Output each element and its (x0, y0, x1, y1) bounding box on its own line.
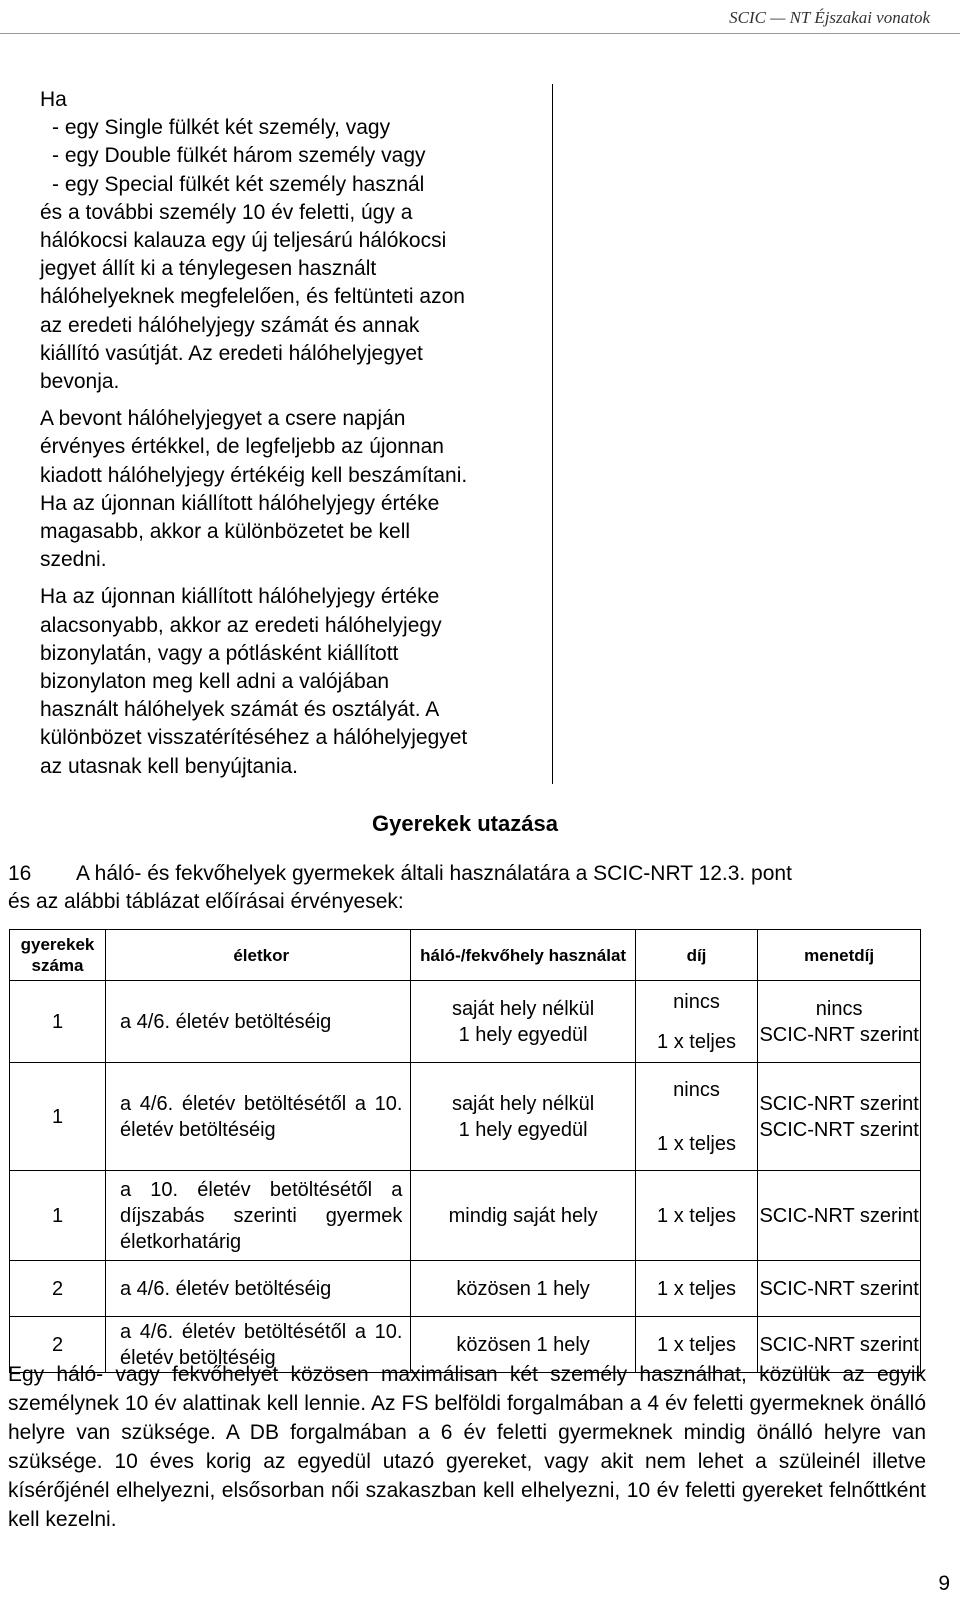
table-row (10, 1171, 921, 1261)
table-header-row (10, 930, 921, 981)
text-line: magasabb, akkor a különbözetet be kell (40, 520, 411, 544)
paragraph-16 (8, 860, 930, 916)
text-line: Ha az újonnan kiállított hálóhelyjegy értéke (40, 491, 440, 515)
table-row (10, 1261, 921, 1317)
fare-line: SCIC-NRT szerint (759, 1118, 919, 1141)
text-line: az utasnak kell benyújtania. (40, 754, 298, 778)
header-count: gyerekek száma (10, 930, 106, 981)
fee-line: 1 x teljes (657, 1030, 736, 1053)
text-line: szedni. (40, 548, 107, 572)
fee-line: 1 x teljes (657, 1132, 736, 1155)
header-usage: háló-/fekvőhely használat (411, 930, 635, 981)
usage-line: 1 hely egyedül (458, 1023, 588, 1046)
fare-line: SCIC-NRT szerint (759, 1092, 919, 1115)
change-bar (552, 84, 553, 784)
text-line: kiállító vasútját. Az eredeti hálóhelyjegyet (40, 341, 423, 365)
cell-fare: SCIC-NRT szerint (758, 1317, 921, 1373)
text-line: és a további személy 10 év feletti, úgy a (40, 200, 413, 224)
cell-fare (758, 981, 921, 1063)
cell-fare: SCIC-NRT szerint (758, 1261, 921, 1317)
cell-usage: közösen 1 hely (411, 1317, 635, 1373)
text-line: használt hálóhelyek számát és osztályát. A (40, 698, 440, 722)
text-line: hálóhelyeknek megfelelően, és feltünteti azon (40, 285, 465, 309)
cell-usage: közösen 1 hely (411, 1261, 635, 1317)
usage-line: saját hely nélkül (451, 1092, 595, 1115)
usage-line: 1 hely egyedül (458, 1118, 588, 1141)
text-line: alacsonyabb, akkor az eredeti hálóhelyjegy (40, 613, 442, 637)
fare-line: nincs (815, 997, 863, 1020)
table-row (10, 1063, 921, 1171)
section-heading: Gyerekek utazása (372, 811, 558, 836)
cell-fee (635, 981, 757, 1063)
running-header: SCIC — NT Éjszakai vonatok (729, 8, 930, 27)
fare-line: SCIC-NRT szerint (759, 1023, 919, 1046)
cell-count: 2 (10, 1317, 106, 1373)
cell-fee (635, 1063, 757, 1171)
text-line: bizonylatán, vagy a pótlásként kiállított (40, 641, 399, 665)
fee-line: nincs (673, 1078, 720, 1101)
cell-age: a 4/6. életév betöltéséig (106, 981, 411, 1063)
cell-count: 1 (10, 981, 106, 1063)
header-fare: menetdíj (758, 930, 921, 981)
text-line: bevonja. (40, 370, 120, 394)
text-line: A bevont hálóhelyjegyet a csere napján (40, 407, 406, 431)
table-row (10, 981, 921, 1063)
cell-count: 2 (10, 1261, 106, 1317)
text-column (40, 86, 536, 781)
cell-usage (411, 1063, 635, 1171)
cell-age: a 4/6. életév betöltéséig (106, 1261, 411, 1317)
cell-fare (758, 1063, 921, 1171)
cell-fee: 1 x teljes (635, 1317, 757, 1373)
fee-line: nincs (673, 990, 720, 1013)
cell-count: 1 (10, 1171, 106, 1261)
text-line: jegyet állít ki a ténylegesen használt (40, 257, 377, 281)
header-age: életkor (106, 930, 411, 981)
page-number: 9 (938, 1572, 950, 1595)
text-line: érvényes értékkel, de legfeljebb az újonnan (40, 435, 444, 459)
cell-usage (411, 981, 635, 1063)
text-line: az eredeti hálóhelyjegy számát és annak (40, 313, 420, 337)
text-line: hálókocsi kalauza egy új teljesárú hálókocsi (40, 229, 447, 253)
cell-age: a 10. életév betöltésétől a díjszabás szerinti gyermek életkorhatárig (106, 1171, 411, 1261)
footer-paragraph: Egy háló- vagy fekvőhelyet közösen maximálisan két személy használhat, közülük az egyik személynek 10 év alattinak kell lennie. Az FS belföldi forgalmában a 4 év feletti gyermeknek önálló helyre van szüksége. A DB forgalmában a 6 év feletti gyermeknek mindig önálló helyre van szüksége. 10 éves korig az egyedül utazó gyereket, vagy akit nem lehet a szüleinél illetve kísérőjénél elhelyezni, elsősorban női szakaszban kell elhelyezni, 10 év feletti gyereket felnőttként kell kezelni. (8, 1363, 926, 1531)
text-line: - egy Double fülkét három személy vagy (52, 144, 426, 168)
header-fee: díj (635, 930, 757, 981)
text-line: - egy Special fülkét két személy használ (52, 172, 425, 196)
paragraph-text: A háló- és fekvőhelyek gyermekek általi használatára a SCIC-NRT 12.3. pont (76, 862, 792, 885)
cell-age: a 4/6. életév betöltésétől a 10. életév betöltéséig (106, 1317, 411, 1373)
text-line: Ha az újonnan kiállított hálóhelyjegy értéke (40, 585, 440, 609)
text-line: különbözet visszatérítéséhez a hálóhelyjegyet (40, 726, 468, 750)
text-line: bizonylaton meg kell adni a valójában (40, 670, 390, 694)
cell-usage: mindig saját hely (411, 1171, 635, 1261)
cell-count: 1 (10, 1063, 106, 1171)
children-table (9, 929, 921, 1373)
cell-fee: 1 x teljes (635, 1171, 757, 1261)
text-line: - egy Single fülkét két személy, vagy (52, 116, 391, 140)
paragraph-text-continued: és az alábbi táblázat előírásai érvényesek: (8, 890, 404, 913)
cell-age: a 4/6. életév betöltésétől a 10. életév betöltéséig (106, 1063, 411, 1171)
text-line: Ha (40, 88, 67, 111)
usage-line: saját hely nélkül (451, 997, 595, 1020)
header-divider (0, 33, 960, 34)
cell-fare: SCIC-NRT szerint (758, 1171, 921, 1261)
text-line: kiadott hálóhelyjegy értékéig kell beszámítani. (40, 463, 468, 487)
paragraph-number: 16 (8, 862, 32, 885)
cell-fee: 1 x teljes (635, 1261, 757, 1317)
